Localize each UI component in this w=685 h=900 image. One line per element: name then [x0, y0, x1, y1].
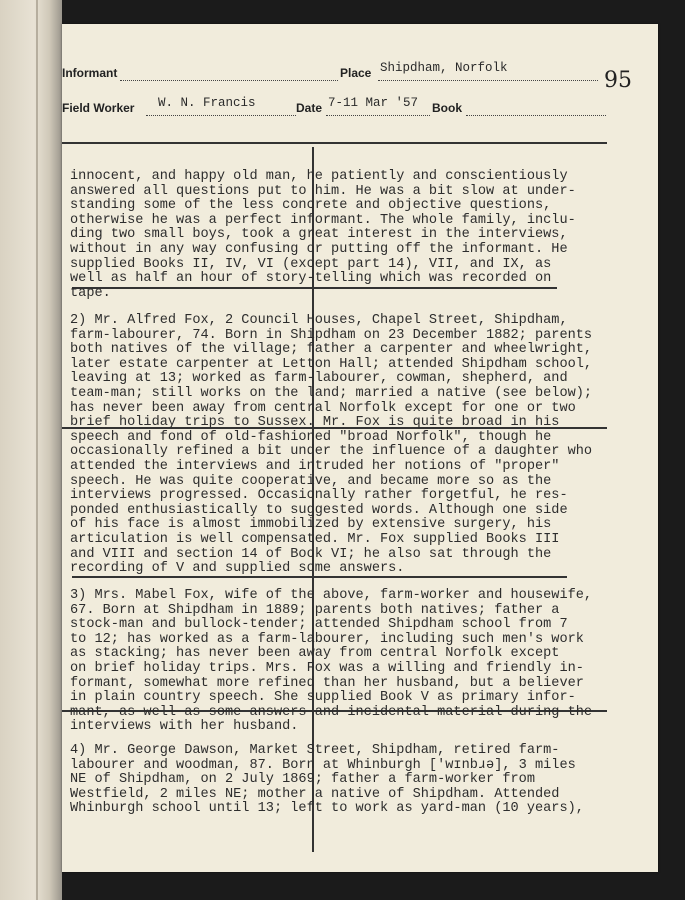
date-value: 7-11 Mar '57	[328, 96, 419, 110]
text-line: speech and fond of old-fashioned "broad Norfolk", though he	[70, 429, 552, 445]
paragraph-3	[70, 589, 630, 735]
text-line: ding two small boys, took a great interest in the interviews,	[70, 227, 568, 243]
text-line: interviews with her husband.	[70, 719, 299, 735]
text-line: articulation is well compensated. Mr. Fox supplied Books III	[70, 531, 560, 547]
text-line: otherwise he was a perfect informant. The whole family, inclu-	[70, 212, 576, 228]
previous-page-edge	[0, 0, 62, 900]
text-line: has never been away from central Norfolk except for one or two	[70, 400, 576, 416]
header-divider	[62, 142, 607, 144]
text-line: interviews progressed. Occasionally rather forgetful, he res-	[70, 488, 568, 504]
field-worker-line	[146, 115, 296, 116]
text-line: without in any way confusing or putting off the informant. He	[70, 241, 568, 257]
text-line: and VIII and section 14 of Book VI; he also sat through the	[70, 546, 552, 562]
text-line: NE of Shipdham, on 2 July 1869; father a farm-worker from	[70, 772, 535, 788]
text-line: 3) Mrs. Mabel Fox, wife of the above, farm-worker and housewife,	[70, 588, 593, 603]
text-line: speech. He was quite cooperative, and became more so as the	[70, 473, 552, 489]
text-line: leaving at 13; worked as farm-labourer, cowman, shepherd, and	[70, 371, 568, 387]
text-line: stock-man and bullock-tender; attended Shipdham school from 7	[70, 617, 568, 633]
text-line: standing some of the less concrete and objective questions,	[70, 198, 552, 214]
book-line	[466, 115, 606, 116]
place-label: Place	[340, 66, 372, 80]
text-line: as stacking; has never been away from central Norfolk except	[70, 646, 560, 662]
text-line: 67. Born at Shipdham in 1889; parents both natives; father a	[70, 602, 560, 618]
place-value: Shipdham, Norfolk	[380, 61, 508, 75]
notebook-page	[62, 24, 658, 872]
text-line: answered all questions put to him. He was a bit slow at under-	[70, 183, 576, 199]
field-worker-label: Field Worker	[62, 101, 135, 115]
text-line: both natives of the village; father a carpenter and wheelwright,	[70, 342, 593, 358]
text-line: brief holiday trips to Sussex. Mr. Fox is quite broad in his	[70, 415, 560, 431]
place-line	[378, 80, 598, 81]
text-line: to 12; has worked as a farm-labourer, including such men's work	[70, 631, 584, 647]
text-line: ponded enthusiastically to suggested words. Although one side	[70, 502, 568, 518]
text-line: innocent, and happy old man, he patiently and conscientiously	[70, 169, 568, 184]
text-line: 2) Mr. Alfred Fox, 2 Council Houses, Chapel Street, Shipdham,	[70, 313, 568, 328]
text-line: of his face is almost immobilized by extensive surgery, his	[70, 517, 552, 533]
text-line: recording of V and supplied some answers.	[70, 561, 405, 577]
text-line: team-man; still works on the land; married a native (see below);	[70, 385, 593, 401]
text-line: formant, somewhat more refined than her husband, but a believer	[70, 675, 584, 691]
text-line: Whinburgh school until 13; left to work as yard-man (10 years),	[70, 801, 584, 817]
binder-edge	[36, 0, 38, 900]
field-worker-value: W. N. Francis	[158, 96, 256, 110]
date-label: Date	[296, 101, 323, 115]
informant-label: Informant	[62, 66, 118, 80]
text-line: tape.	[70, 285, 111, 301]
paragraph-4	[70, 744, 630, 817]
paragraph-1	[70, 170, 630, 301]
text-line: supplied Books II, IV, VI (except part 14), VII, and IX, as	[70, 256, 552, 272]
text-line: mant, as well as some answers and incidental material during the	[70, 704, 593, 720]
page-number: 95	[604, 68, 632, 93]
text-line: later estate carpenter at Letton Hall; attended Shipdham school,	[70, 356, 593, 372]
text-line: labourer and woodman, 87. Born at Whinburgh ['wɪnbɹə], 3 miles	[70, 757, 576, 773]
text-line: farm-labourer, 74. Born in Shipdham on 23 December 1882; parents	[70, 327, 593, 343]
text-line: in plain country speech. She supplied Book V as primary infor-	[70, 690, 576, 706]
book-label: Book	[432, 101, 462, 115]
text-line: Westfield, 2 miles NE; mother a native of Shipdham. Attended	[70, 786, 560, 802]
text-line: occasionally refined a bit under the influence of a daughter who	[70, 444, 593, 460]
informant-line	[120, 80, 338, 81]
text-line: attended the interviews and intruded her notions of "proper"	[70, 458, 560, 474]
text-line: on brief holiday trips. Mrs. Fox was a willing and friendly in-	[70, 660, 584, 676]
text-line: well as half an hour of story-telling which was recorded on	[70, 271, 552, 287]
paragraph-2	[70, 314, 630, 577]
date-line	[326, 115, 430, 116]
text-line: 4) Mr. George Dawson, Market Street, Shipdham, retired farm-	[70, 743, 560, 758]
